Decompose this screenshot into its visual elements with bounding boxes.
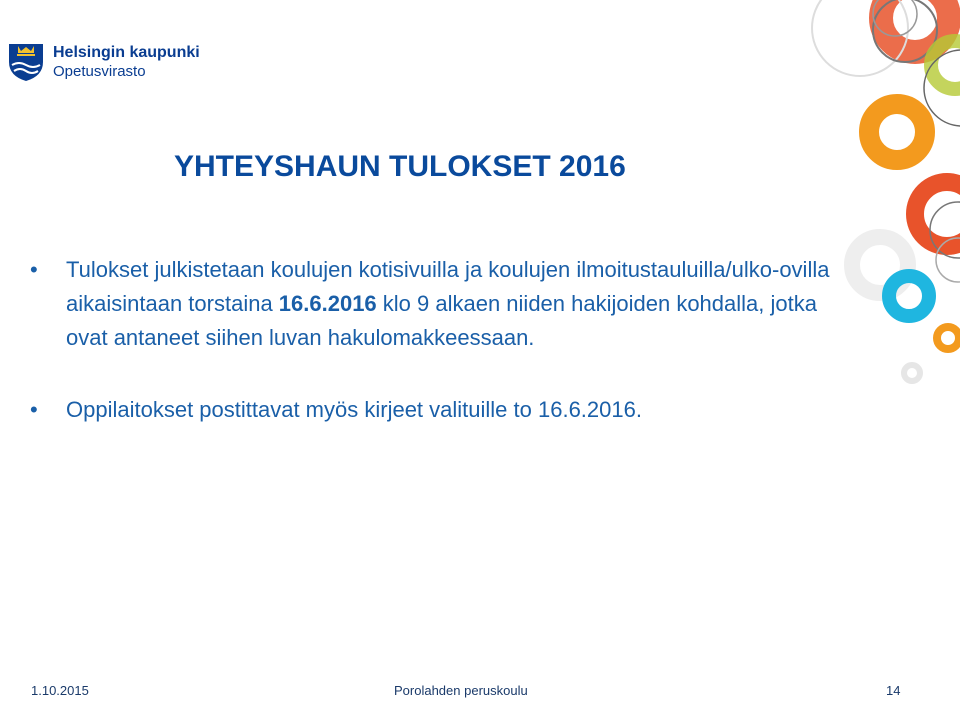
bullet-date-bold: 16.6.2016 [278,291,377,316]
org-name: Helsingin kaupunki [53,44,200,61]
footer-school-name: Porolahden peruskoulu [394,683,528,698]
bullet-item-results [30,253,830,355]
helsinki-crest-icon [6,42,46,82]
bullet-marker: • [30,397,38,422]
bullet-text-part2: klo 9 alkaen niiden hakijoiden kohdalla, jotka ovat antaneet siihen luvan hakulomakkeessaan. [66,291,817,350]
bullet-list [30,253,830,427]
bullet-text-part1: Tulokset julkistetaan koulujen kotisivuilla ja koulujen ilmoitustauluilla/ulko-ovilla aikaisintaan torstaina [66,257,830,316]
footer-date: 1.10.2015 [31,683,89,698]
helsinki-logo [6,42,206,82]
bullet-item-letters [30,393,830,427]
bullet-text: Oppilaitokset postittavat myös kirjeet valituille to 16.6.2016. [66,397,642,422]
bullet-marker: • [30,257,38,282]
slide-title: YHTEYSHAUN TULOKSET 2016 [174,150,626,183]
department-name: Opetusvirasto [53,63,146,80]
footer-page-number: 14 [886,683,901,698]
